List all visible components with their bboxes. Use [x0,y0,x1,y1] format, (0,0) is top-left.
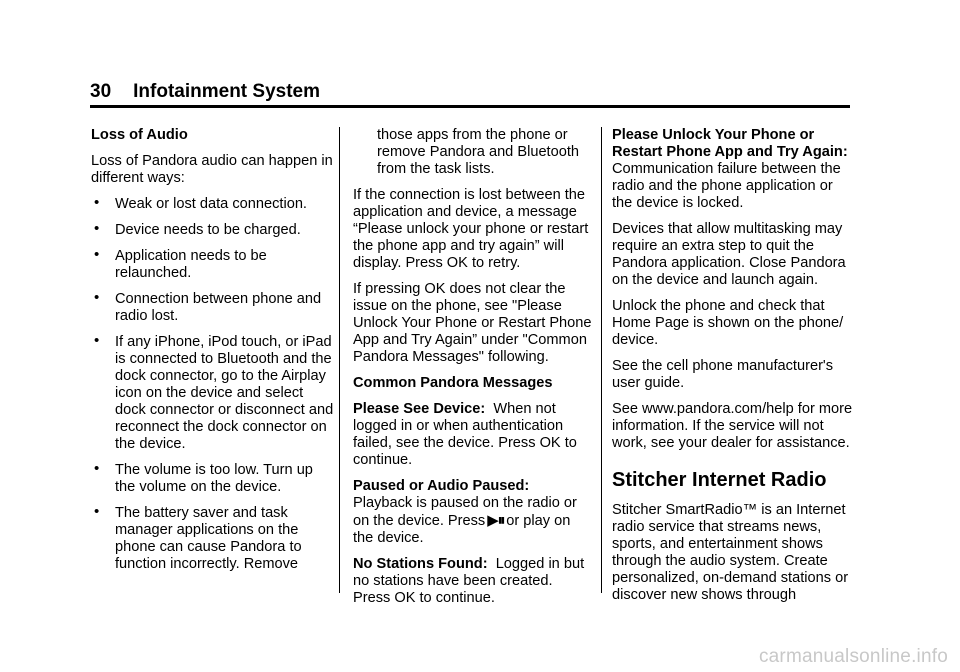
page-header-title: Infotainment System [133,81,321,102]
list-item: • If any iPhone, iPod touch, or iPad is connected to Bluetooth and the dock connector, go to the Airplay icon on the device and select dock connector or disconnect and reconnect the dock connector on the device. [94,332,334,452]
list-item: • The volume is too low. Turn up the volume on the device. [94,460,313,495]
column-1 [91,127,336,582]
bullet-icon: • [94,220,100,237]
bullet-icon: • [94,503,100,520]
message-label: No Stations Found: [353,556,488,572]
common-pandora-messages-heading: Common Pandora Messages [353,375,553,391]
column-divider [601,127,602,593]
bullet-icon: • [94,194,100,211]
paragraph: See www.pandora.com/help for more information. If the service will not work, see your dealer for assistance. [612,401,853,451]
bullet-continuation: those apps from the phone or remove Pandora and Bluetooth from the task lists. [377,127,580,177]
list-item: • Device needs to be charged. [94,220,301,238]
message-entry: No Stations Found: Logged in but no stations have been created. Press OK to continue. [353,556,585,606]
column-2 [353,127,593,616]
message-label: Please See Device: [353,401,486,417]
paragraph: Loss of Pandora audio can happen in different ways: [91,153,333,186]
message-entry: Please See Device: When not logged in or when authentication failed, see the device. Press OK to continue. [353,401,577,468]
paragraph: Unlock the phone and check that Home Page is shown on the phone/ device. [612,298,844,348]
column-divider [339,127,340,593]
message-entry: Paused or Audio Paused: Playback is paused on the radio or on the device. Press ▶⏸ or play on the device. [353,478,577,546]
page-header [90,81,850,108]
message-label: Paused or Audio Paused: [353,478,530,494]
page-number: 30 [90,81,112,102]
stitcher-section-title: Stitcher Internet Radio [612,469,827,491]
bullet-list [91,196,336,573]
message-label: Please Unlock Your Phone or Restart Phone App and Try Again: [612,127,848,160]
list-item: • Connection between phone and radio lost. [94,289,322,324]
list-item: • The battery saver and task manager applications on the phone can cause Pandora to function incorrectly. Remove [94,503,302,572]
loss-of-audio-heading: Loss of Audio [91,127,188,143]
bullet-icon: • [94,460,100,477]
paragraph: Stitcher SmartRadio™ is an Internet radio service that streams news, sports, and entertainment shows through the audio system. Create personalized, on-demand stations or discover new shows through [612,502,849,603]
watermark: carmanualsonline.info [758,646,948,667]
message-entry: Please Unlock Your Phone or Restart Phone App and Try Again: Communication failure between the radio and the phone application or the device is locked. [612,127,848,211]
paragraph: See the cell phone manufacturer's user guide. [612,358,834,391]
paragraph: Devices that allow multitasking may require an extra step to quit the Pandora application. Close Pandora on the device and launch again. [612,221,846,288]
paragraph: If the connection is lost between the application and device, a message “Please unlock your phone or restart the phone app and try again” will display. Press OK to retry. [353,187,589,271]
play-pause-icon: ▶⏸ [487,512,505,529]
bullet-icon: • [94,289,100,306]
paragraph: If pressing OK does not clear the issue on the phone, see "Please Unlock Your Phone or Restart Phone App and Try Again” under "Common Pandora Messages" following. [353,281,592,365]
bullet-icon: • [94,332,100,349]
list-item: • Application needs to be relaunched. [94,246,267,281]
list-item: • Weak or lost data connection. [94,194,307,212]
bullet-icon: • [94,246,100,263]
column-3 [612,127,857,613]
